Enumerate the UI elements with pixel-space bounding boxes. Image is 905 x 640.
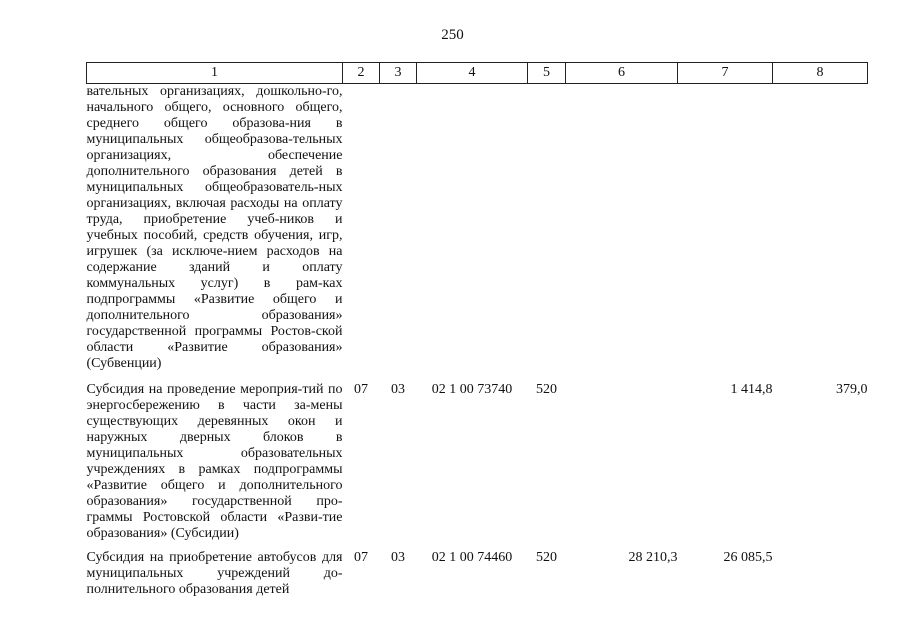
column-header-3: 3 <box>380 63 417 84</box>
column-header-5: 5 <box>528 63 566 84</box>
table-row <box>87 542 868 598</box>
column-header-6: 6 <box>566 63 678 84</box>
row-target-article <box>417 84 528 375</box>
row-section-code <box>343 84 380 375</box>
page-number: 250 <box>441 27 464 43</box>
row-description: Субсидия на проведение мероприя-тий по энергосбережению в части за-мены существующих деревянных окон и наружных дверных блоков в муниципальных образовательных учреждениях в рамках подпрограммы «Развитие общего и дополнительного образования» государственной про-граммы Ростовской области «Разви-тие образования» (Субсидии) <box>86 382 343 541</box>
row-description: вательных организациях, дошкольно-го, начального общего, основного общего, среднего общего образова-ния в муниципальных общеобразова-тельных организациях, обеспечение дополнительного образования детей в муниципальных общеобразователь-ных организациях, включая расходы на оплату труда, приобретение учеб-ников и учебных пособий, средств обучения, игр, игрушек (за исключе-нием расходов на содержание зданий и оплату коммунальных услуг) в рам-ках подпрограммы «Развитие общего и дополнительного образования» государственной программы Ростов-ской области «Развитие образования» (Субвенции) <box>86 84 343 371</box>
row-amount-col6 <box>566 84 678 375</box>
row-subsection-code: 03 <box>391 382 405 397</box>
column-header-7: 7 <box>678 63 773 84</box>
row-amount-col6: 28 210,3 <box>628 550 678 565</box>
row-amount-col7 <box>678 84 773 375</box>
row-amount-col8: 379,0 <box>836 382 868 397</box>
table-header-row <box>87 63 868 84</box>
row-amount-col7: 1 414,8 <box>730 382 773 397</box>
row-section-code: 07 <box>354 382 368 397</box>
table-row <box>87 374 868 542</box>
column-header-2: 2 <box>343 63 380 84</box>
row-description: Субсидия на приобретение автобусов для муниципальных учреждений до-полнительного образования детей <box>86 550 343 597</box>
column-header-8: 8 <box>773 63 868 84</box>
column-header-4: 4 <box>417 63 528 84</box>
row-expense-type <box>528 84 566 375</box>
row-subsection-code <box>380 84 417 375</box>
row-expense-type: 520 <box>536 382 557 397</box>
row-target-article: 02 1 00 73740 <box>431 382 513 397</box>
row-amount-col6 <box>566 374 678 542</box>
row-expense-type: 520 <box>536 550 557 565</box>
row-amount-col7: 26 085,5 <box>723 550 773 565</box>
row-subsection-code: 03 <box>391 550 405 565</box>
column-header-1: 1 <box>87 63 343 84</box>
budget-table <box>86 62 868 598</box>
row-amount-col8 <box>773 542 868 598</box>
row-target-article: 02 1 00 74460 <box>431 550 513 565</box>
table-row <box>87 84 868 375</box>
row-amount-col8 <box>773 84 868 375</box>
row-section-code: 07 <box>354 550 368 565</box>
